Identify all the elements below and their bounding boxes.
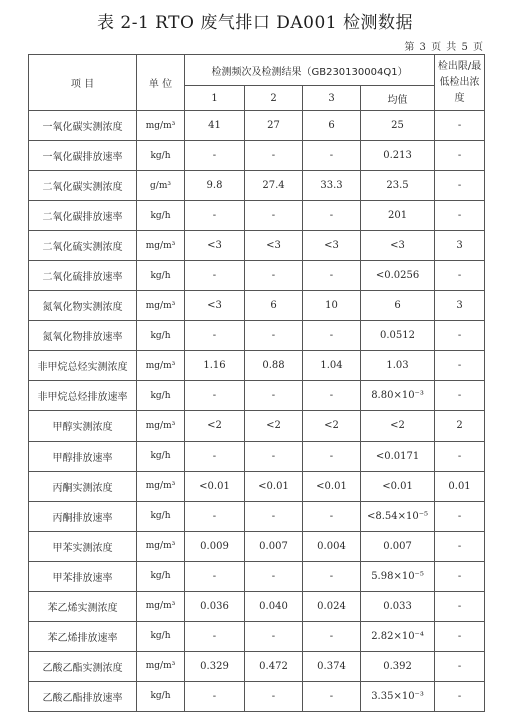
result-1-cell: -	[185, 501, 245, 531]
detection-limit-cell: 3	[435, 231, 485, 261]
result-2-cell: -	[245, 621, 303, 651]
detection-data-table	[28, 54, 485, 712]
detection-limit-cell: -	[435, 201, 485, 231]
result-1-cell: 0.009	[185, 531, 245, 561]
result-2-cell: 27.4	[245, 171, 303, 201]
result-3-cell: <0.01	[303, 471, 361, 501]
result-1-cell: -	[185, 321, 245, 351]
table-row	[29, 471, 485, 501]
unit-cell: kg/h	[137, 261, 185, 291]
result-1-cell: -	[185, 261, 245, 291]
mean-cell: 5.98×10⁻⁵	[361, 561, 435, 591]
mean-cell: 0.007	[361, 531, 435, 561]
table-row	[29, 381, 485, 411]
result-3-cell: -	[303, 441, 361, 471]
table-body	[29, 111, 485, 712]
result-1-cell: 0.036	[185, 591, 245, 621]
mean-cell: 6	[361, 291, 435, 321]
mean-cell: 201	[361, 201, 435, 231]
detection-limit-cell: -	[435, 321, 485, 351]
item-name-cell: 苯乙烯实测浓度	[29, 591, 137, 621]
item-name-cell: 甲苯排放速率	[29, 561, 137, 591]
detection-limit-cell: -	[435, 651, 485, 681]
result-2-cell: 0.88	[245, 351, 303, 381]
mean-cell: 3.35×10⁻³	[361, 681, 435, 711]
unit-cell: mg/m³	[137, 411, 185, 441]
result-3-cell: 10	[303, 291, 361, 321]
result-1-cell: 9.8	[185, 171, 245, 201]
unit-cell: kg/h	[137, 201, 185, 231]
table-row	[29, 111, 485, 141]
detection-limit-cell: -	[435, 531, 485, 561]
result-1-cell: <3	[185, 231, 245, 261]
header-freq-2: 2	[245, 86, 303, 111]
table-title: 表 2-1 RTO 废气排口 DA001 检测数据	[96, 13, 414, 33]
detection-limit-cell: -	[435, 681, 485, 711]
item-name-cell: 氮氧化物实测浓度	[29, 291, 137, 321]
result-2-cell: <3	[245, 231, 303, 261]
result-1-cell: -	[185, 621, 245, 651]
table-row	[29, 681, 485, 711]
result-3-cell: -	[303, 261, 361, 291]
result-3-cell: -	[303, 501, 361, 531]
table-row	[29, 411, 485, 441]
item-name-cell: 乙酸乙酯实测浓度	[29, 651, 137, 681]
result-2-cell: 0.007	[245, 531, 303, 561]
result-2-cell: -	[245, 501, 303, 531]
detection-limit-cell: -	[435, 621, 485, 651]
item-name-cell: 二氧化碳排放速率	[29, 201, 137, 231]
result-2-cell: 27	[245, 111, 303, 141]
detection-limit-cell: -	[435, 351, 485, 381]
unit-cell: kg/h	[137, 681, 185, 711]
mean-cell: 8.80×10⁻³	[361, 381, 435, 411]
unit-cell: mg/m³	[137, 111, 185, 141]
item-name-cell: 二氧化硫排放速率	[29, 261, 137, 291]
result-1-cell: -	[185, 141, 245, 171]
table-row	[29, 351, 485, 381]
mean-cell: <3	[361, 231, 435, 261]
mean-cell: 0.392	[361, 651, 435, 681]
detection-limit-cell: -	[435, 381, 485, 411]
unit-cell: mg/m³	[137, 231, 185, 261]
mean-cell: 0.0512	[361, 321, 435, 351]
detection-limit-cell: -	[435, 261, 485, 291]
unit-cell: mg/m³	[137, 651, 185, 681]
mean-cell: <0.0256	[361, 261, 435, 291]
result-2-cell: 0.040	[245, 591, 303, 621]
table-row	[29, 141, 485, 171]
table-row	[29, 201, 485, 231]
result-2-cell: <0.01	[245, 471, 303, 501]
header-mean: 均值	[361, 86, 435, 111]
result-2-cell: -	[245, 441, 303, 471]
result-2-cell: -	[245, 321, 303, 351]
unit-cell: kg/h	[137, 561, 185, 591]
table-row	[29, 291, 485, 321]
item-name-cell: 二氧化硫实测浓度	[29, 231, 137, 261]
mean-cell: 1.03	[361, 351, 435, 381]
result-1-cell: -	[185, 681, 245, 711]
result-3-cell: -	[303, 321, 361, 351]
table-row	[29, 231, 485, 261]
result-2-cell: <2	[245, 411, 303, 441]
result-1-cell: -	[185, 441, 245, 471]
table-row	[29, 321, 485, 351]
item-name-cell: 甲醇实测浓度	[29, 411, 137, 441]
result-1-cell: -	[185, 561, 245, 591]
detection-limit-cell: 3	[435, 291, 485, 321]
unit-cell: mg/m³	[137, 471, 185, 501]
table-row	[29, 651, 485, 681]
detection-limit-cell: -	[435, 591, 485, 621]
result-2-cell: -	[245, 381, 303, 411]
result-3-cell: 0.004	[303, 531, 361, 561]
result-1-cell: 0.329	[185, 651, 245, 681]
unit-cell: g/m³	[137, 171, 185, 201]
result-1-cell: 1.16	[185, 351, 245, 381]
result-3-cell: 6	[303, 111, 361, 141]
detection-limit-cell: -	[435, 141, 485, 171]
item-name-cell: 二氧化碳实测浓度	[29, 171, 137, 201]
table-row	[29, 591, 485, 621]
detection-limit-cell: 0.01	[435, 471, 485, 501]
result-3-cell: -	[303, 141, 361, 171]
item-name-cell: 一氧化碳实测浓度	[29, 111, 137, 141]
detection-limit-cell: -	[435, 561, 485, 591]
result-2-cell: 6	[245, 291, 303, 321]
result-3-cell: 1.04	[303, 351, 361, 381]
unit-cell: mg/m³	[137, 291, 185, 321]
item-name-cell: 乙酸乙酯排放速率	[29, 681, 137, 711]
item-name-cell: 丙酮排放速率	[29, 501, 137, 531]
item-name-cell: 丙酮实测浓度	[29, 471, 137, 501]
mean-cell: <2	[361, 411, 435, 441]
item-name-cell: 甲醇排放速率	[29, 441, 137, 471]
header-freq-3: 3	[303, 86, 361, 111]
result-2-cell: -	[245, 681, 303, 711]
result-1-cell: -	[185, 381, 245, 411]
result-3-cell: -	[303, 381, 361, 411]
result-3-cell: <3	[303, 231, 361, 261]
item-name-cell: 非甲烷总烃实测浓度	[29, 351, 137, 381]
unit-cell: kg/h	[137, 141, 185, 171]
unit-cell: mg/m³	[137, 531, 185, 561]
header-item: 项 目	[29, 55, 137, 111]
result-2-cell: -	[245, 561, 303, 591]
detection-limit-cell: -	[435, 171, 485, 201]
header-detection-limit: 检出限/最低检出浓度	[435, 55, 485, 111]
detection-limit-cell: -	[435, 501, 485, 531]
mean-cell: <0.01	[361, 471, 435, 501]
item-name-cell: 氮氧化物排放速率	[29, 321, 137, 351]
result-3-cell: -	[303, 201, 361, 231]
table-row	[29, 261, 485, 291]
result-1-cell: 41	[185, 111, 245, 141]
result-2-cell: -	[245, 261, 303, 291]
result-1-cell: <3	[185, 291, 245, 321]
result-2-cell: -	[245, 141, 303, 171]
detection-limit-cell: -	[435, 111, 485, 141]
result-3-cell: 0.024	[303, 591, 361, 621]
result-1-cell: <0.01	[185, 471, 245, 501]
table-row	[29, 531, 485, 561]
header-unit: 单 位	[137, 55, 185, 111]
mean-cell: 0.033	[361, 591, 435, 621]
result-3-cell: 0.374	[303, 651, 361, 681]
item-name-cell: 一氧化碳排放速率	[29, 141, 137, 171]
mean-cell: 25	[361, 111, 435, 141]
unit-cell: kg/h	[137, 441, 185, 471]
table-row	[29, 561, 485, 591]
detection-limit-cell: -	[435, 441, 485, 471]
item-name-cell: 非甲烷总烃排放速率	[29, 381, 137, 411]
table-row	[29, 171, 485, 201]
unit-cell: mg/m³	[137, 351, 185, 381]
detection-limit-cell: 2	[435, 411, 485, 441]
table-row	[29, 621, 485, 651]
unit-cell: mg/m³	[137, 591, 185, 621]
result-3-cell: 33.3	[303, 171, 361, 201]
item-name-cell: 苯乙烯排放速率	[29, 621, 137, 651]
result-3-cell: -	[303, 681, 361, 711]
unit-cell: kg/h	[137, 381, 185, 411]
page-number: 第 3 页 共 5 页	[404, 42, 484, 53]
result-1-cell: -	[185, 201, 245, 231]
unit-cell: kg/h	[137, 621, 185, 651]
header-freq-1: 1	[185, 86, 245, 111]
mean-cell: 2.82×10⁻⁴	[361, 621, 435, 651]
result-2-cell: 0.472	[245, 651, 303, 681]
result-1-cell: <2	[185, 411, 245, 441]
mean-cell: 23.5	[361, 171, 435, 201]
unit-cell: kg/h	[137, 501, 185, 531]
result-2-cell: -	[245, 201, 303, 231]
header-frequency-group: 检测频次及检测结果（GB230130004Q1）	[185, 55, 435, 86]
table-row	[29, 501, 485, 531]
result-3-cell: <2	[303, 411, 361, 441]
result-3-cell: -	[303, 621, 361, 651]
item-name-cell: 甲苯实测浓度	[29, 531, 137, 561]
mean-cell: 0.213	[361, 141, 435, 171]
result-3-cell: -	[303, 561, 361, 591]
mean-cell: <8.54×10⁻⁵	[361, 501, 435, 531]
unit-cell: kg/h	[137, 321, 185, 351]
table-row	[29, 441, 485, 471]
mean-cell: <0.0171	[361, 441, 435, 471]
